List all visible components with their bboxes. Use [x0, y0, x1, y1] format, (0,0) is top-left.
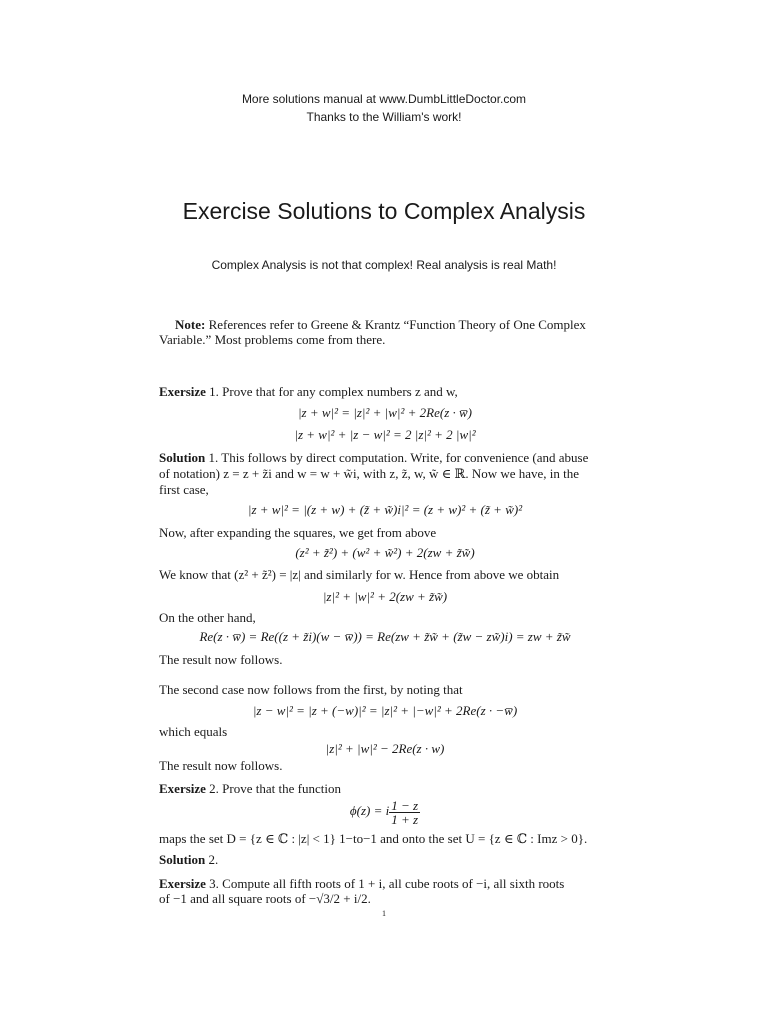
solution-1-line-5: We know that (z² + z̃²) = |z| and similarly for w. Hence from above we obtain	[159, 567, 560, 582]
solution-1-line-1	[159, 450, 611, 466]
page-title: Exercise Solutions to Complex Analysis	[182, 198, 586, 224]
exercise-1-equation-1: |z + w|² = |z|² + |w|² + 2Re(z · w̅)	[297, 405, 473, 420]
solution-1-label: Solution	[159, 450, 206, 465]
page-number: 1	[382, 909, 386, 918]
exercise-2-line-2: maps the set D = {z ∈ ℂ : |z| < 1} 1−to−1 and onto the set U = {z ∈ ℂ : Imz > 0}.	[159, 831, 588, 846]
solution-2-text: 2.	[208, 852, 219, 867]
solution-1-text-1: 1. This follows by direct computation. Write, for convenience (and abuse	[208, 450, 589, 465]
exercise-2-text: 2. Prove that the function	[209, 781, 341, 796]
exercise-2-statement	[159, 781, 611, 797]
exercise-3-line-2: of −1 and all square roots of −√3/2 + i/2.	[159, 891, 371, 906]
header-thanks-line: Thanks to the William's work!	[306, 110, 462, 124]
exercise-2-equation	[159, 797, 611, 825]
header-site-line: More solutions manual at www.DumbLittleDoctor.com	[241, 92, 527, 106]
solution-1-equation-1: |z + w|² = |(z + w) + (z̃ + w̃)i|² = (z + w)² + (z̃ + w̃)²	[247, 502, 523, 517]
solution-1-line-3: first case,	[159, 482, 209, 497]
solution-1-equation-6: |z|² + |w|² − 2Re(z · w)	[325, 741, 445, 756]
solution-1-line-6: On the other hand,	[159, 610, 256, 625]
solution-1-equation-4: Re(z · w̅) = Re((z + z̃i)(w − w̅)) = Re(zw + z̃w̃ + (z̃w − zw̃)i) = zw + z̃w̃	[199, 629, 571, 644]
exercise-2-fraction	[389, 799, 420, 826]
solution-1-line-7: The result now follows.	[159, 652, 283, 667]
exercise-1-statement	[159, 384, 611, 400]
solution-1-equation-3: |z|² + |w|² + 2(zw + z̃w̃)	[322, 589, 448, 604]
note-text-1: References refer to Greene & Krantz “Function Theory of One Complex	[208, 317, 586, 332]
exercise-1-label: Exersize	[159, 384, 206, 399]
solution-1-equation-5: |z − w|² = |z + (−w)|² = |z|² + |−w|² + 2Re(z · −w̅)	[252, 703, 518, 718]
exercise-3-text-1: 3. Compute all fifth roots of 1 + i, all cube roots of −i, all sixth roots	[209, 876, 565, 891]
solution-1-line-9: which equals	[159, 724, 228, 739]
exercise-2-numerator: 1 − z	[391, 797, 419, 813]
solution-1-line-8: The second case now follows from the first, by noting that	[159, 682, 463, 697]
solution-1-line-2: of notation) z = z + z̃i and w = w + w̃i, with z, z̃, w, w̃ ∈ ℝ. Now we have, in the	[159, 466, 580, 481]
exercise-3-label: Exersize	[159, 876, 206, 891]
page-subtitle: Complex Analysis is not that complex! Real analysis is real Math!	[211, 258, 557, 272]
solution-1-line-4: Now, after expanding the squares, we get from above	[159, 525, 437, 540]
exercise-2-label: Exersize	[159, 781, 206, 796]
exercise-2-equation-lhs: ϕ(z) = i	[349, 803, 390, 818]
exercise-1-equation-2: |z + w|² + |z − w|² = 2 |z|² + 2 |w|²	[294, 427, 476, 442]
exercise-1-text: 1. Prove that for any complex numbers z and w,	[209, 384, 458, 399]
exercise-3-line-1	[159, 876, 611, 892]
note-label: Note:	[175, 317, 206, 332]
solution-1-equation-2: (z² + z̃²) + (w² + w̃²) + 2(zw + z̃w̃)	[295, 545, 475, 560]
note-line-1	[159, 317, 611, 333]
solution-2-line	[159, 852, 611, 868]
solution-2-label: Solution	[159, 852, 206, 867]
solution-1-line-10: The result now follows.	[159, 758, 283, 773]
note-line-2: Variable.” Most problems come from there.	[159, 332, 386, 347]
exercise-2-denominator: 1 + z	[391, 811, 419, 827]
